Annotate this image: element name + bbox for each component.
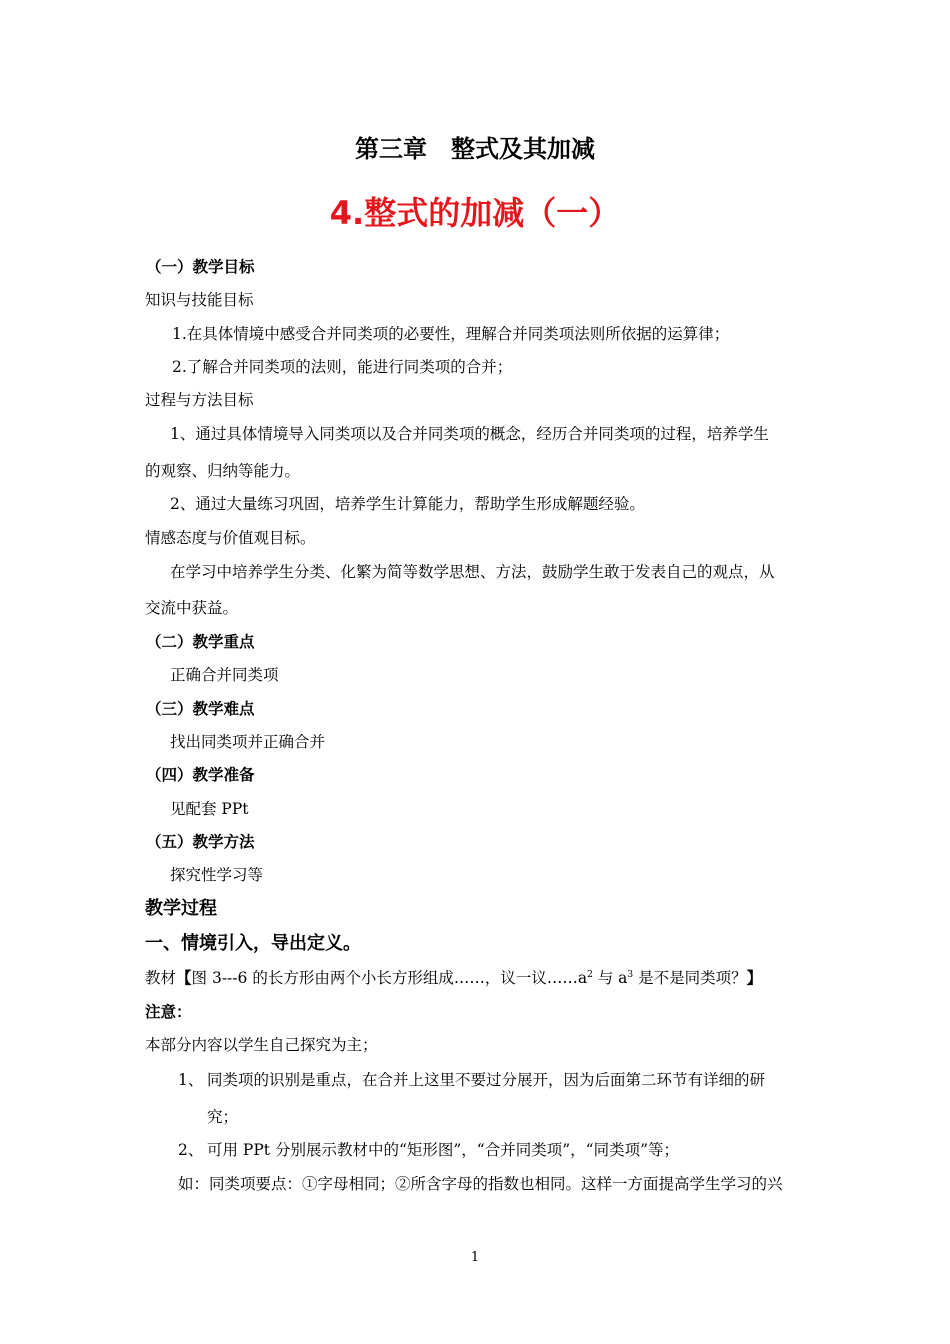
- note-item-1-number: 1、: [178, 1071, 204, 1089]
- section-heading-preparation: （四）教学准备: [146, 766, 255, 784]
- textbook-label: 教材: [145, 969, 177, 987]
- chapter-title: 第三章 整式及其加减: [355, 135, 595, 163]
- section-heading-key-points: （二）教学重点: [146, 633, 255, 651]
- key-points-body: 正确合并同类项: [170, 666, 279, 684]
- difficulties-body: 找出同类项并正确合并: [170, 733, 326, 751]
- textbook-question: 是不是同类项？: [633, 969, 747, 987]
- exponent-3: 3: [627, 970, 634, 980]
- knowledge-heading: 知识与技能目标: [145, 291, 254, 309]
- note-item-1-line-1: 同类项的识别是重点，在合并上这里不要过分展开，因为后面第二环节有详细的研: [207, 1071, 766, 1089]
- emotion-item-line-1: 在学习中培养学生分类、化繁为简等数学思想、方法，鼓励学生敢于发表自己的观点，从: [170, 563, 775, 581]
- process-item-2: 2、通过大量练习巩固，培养学生计算能力，帮助学生形成解题经验。: [170, 495, 645, 513]
- teaching-process-title: 教学过程: [145, 898, 217, 919]
- section-heading-difficulties: （三）教学难点: [146, 700, 255, 718]
- preparation-body: 见配套 PPt: [170, 800, 249, 818]
- process-item-1-line-1: 1、通过具体情境导入同类项以及合并同类项的概念，经历合并同类项的过程，培养学生: [170, 425, 769, 443]
- textbook-body: 图 3---6 的长方形由两个小长方形组成……，议一议……a: [191, 969, 588, 987]
- emotion-item-line-2: 交流中获益。: [145, 599, 239, 617]
- exponent-2: 2: [587, 970, 593, 980]
- process-item-1-line-2: 的观察、归纳等能力。: [145, 462, 301, 480]
- section-heading-methods: （五）教学方法: [146, 833, 255, 851]
- page-number: 1: [470, 1250, 480, 1265]
- note-item-1-line-2: 究；: [207, 1108, 239, 1126]
- bracket-open: 【: [176, 968, 192, 987]
- knowledge-item-1: 1.在具体情境中感受合并同类项的必要性，理解合并同类项法则所依据的运算律；: [172, 325, 730, 343]
- note-item-2-number: 2、: [178, 1141, 204, 1159]
- section-heading-objectives: （一）教学目标: [146, 258, 255, 276]
- textbook-mid: 与 a: [592, 969, 628, 987]
- lesson-title: 4.整式的加减（一）: [329, 194, 621, 232]
- textbook-reference: [145, 968, 762, 988]
- example-line: 如：同类项要点：①字母相同；②所含字母的指数也相同。这样一方面提高学生学习的兴: [178, 1175, 783, 1193]
- note-label: 注意：: [145, 1003, 192, 1021]
- bracket-close: 】: [746, 968, 763, 987]
- knowledge-item-2: 2.了解合并同类项的法则，能进行同类项的合并；: [172, 358, 513, 376]
- part-1-title: 一、情境引入，导出定义。: [145, 933, 361, 954]
- emotion-heading: 情感态度与价值观目标。: [145, 529, 316, 547]
- methods-body: 探究性学习等: [170, 866, 264, 884]
- note-item-2: 可用 PPt 分别展示教材中的“矩形图”，“合并同类项”，“同类项”等；: [207, 1141, 679, 1159]
- note-body: 本部分内容以学生自己探究为主；: [145, 1036, 378, 1054]
- process-heading: 过程与方法目标: [145, 391, 254, 409]
